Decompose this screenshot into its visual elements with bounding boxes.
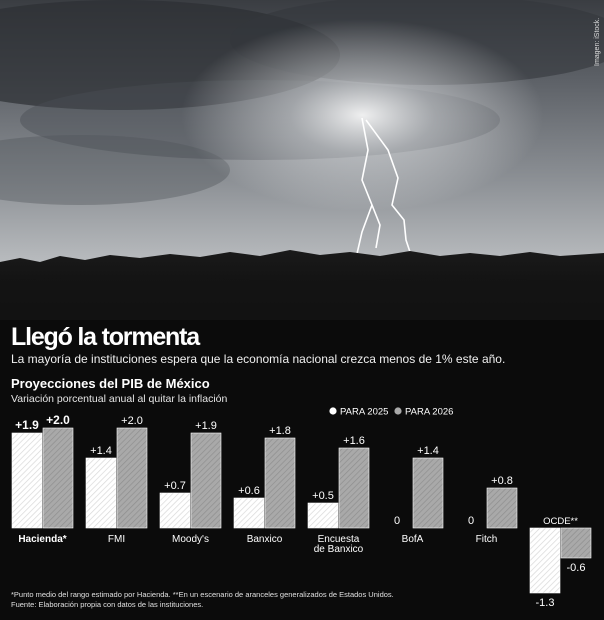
subheadline: La mayoría de instituciones espera que la economía nacional crezca menos de 1% este año. [11,352,506,366]
data-label-banxico-2025: +0.6 [238,485,260,497]
data-label-encuesta-banxico-2026: +1.6 [343,435,365,447]
chart-subtitle: Variación porcentual anual al quitar la inflación [11,393,228,405]
category-label-fitch: Fitch [475,534,498,545]
category-label-moodys: Moody's [172,534,209,545]
legend-marker-2026 [394,407,401,414]
bar-encuesta-banxico-2026 [339,448,369,528]
data-label-bofa-2025: 0 [393,515,401,527]
bar-bofa-2026 [413,458,443,528]
data-label-fmi-2026: +2.0 [121,415,143,427]
category-label-fmi: FMI [107,534,126,545]
data-label-encuesta-banxico-2025: +0.5 [312,490,334,502]
photo-credit-text: Imagen: iStock. [594,17,601,66]
bar-ocde-2025 [530,528,560,593]
legend-label-2025: PARA 2025 [340,406,389,418]
bar-banxico-2026 [265,438,295,528]
data-label-moodys-2025: +0.7 [164,480,186,492]
bar-moodys-2026 [191,433,221,528]
category-label-banxico: Banxico [246,534,283,545]
data-label-fitch-2025: 0 [467,515,475,527]
bar-ocde-2026 [561,528,591,558]
data-label-hacienda-2025: +1.9 [15,418,39,432]
footnote: *Punto medio del rango estimado por Hacienda. **En un escenario de aranceles generalizados de Estados Unidos. [11,590,394,599]
bar-moodys-2025 [160,493,190,528]
chart-title: Proyecciones del PIB de México [11,376,210,391]
category-label-encuesta-banxico-line1: Encuesta [317,534,360,545]
source-note: Fuente: Elaboración propia con datos de las instituciones. [11,600,204,609]
legend-marker-2025 [329,407,336,414]
photo-credit [578,14,601,74]
category-label-ocde: OCDE** [543,516,578,527]
data-label-bofa-2026: +1.4 [417,445,439,457]
data-label-fmi-2025: +1.4 [90,445,112,457]
bar-fmi-2025 [86,458,116,528]
bar-encuesta-banxico-2025 [308,503,338,528]
data-label-banxico-2026: +1.8 [269,425,291,437]
data-label-fitch-2026: +0.8 [491,475,513,487]
bar-fitch-2026 [487,488,517,528]
headline: Llegó la tormenta [11,323,199,351]
data-label-ocde-2025: -1.3 [535,597,555,609]
data-label-ocde-2026: -0.6 [566,562,586,574]
legend-label-2026: PARA 2026 [405,406,454,418]
bar-banxico-2025 [234,498,264,528]
category-label-encuesta-banxico-line2: de Banxico [313,544,364,555]
gdp-bar-chart [0,400,604,620]
data-label-hacienda-2026: +2.0 [46,413,70,427]
category-label-bofa: BofA [401,534,424,545]
bar-fmi-2026 [117,428,147,528]
category-label-hacienda: Hacienda* [18,534,67,545]
bar-hacienda-2025 [12,433,42,528]
bar-hacienda-2026 [43,428,73,528]
data-label-moodys-2026: +1.9 [195,420,217,432]
